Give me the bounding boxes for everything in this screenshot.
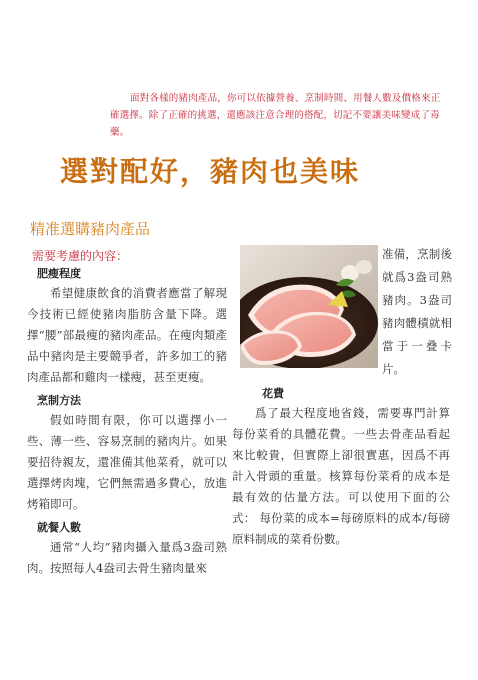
diners-body: 通常“人均”豬肉攝入量爲3盎司熟肉。按照每人4盎司去骨生豬肉量來 (27, 540, 227, 575)
left-column (27, 248, 227, 579)
cost-body: 爲了最大程度地省錢，需要專門計算每份菜肴的具體花費。一些去骨產品看起來比較貴，但實際上卻很實惠，因爲不再計入骨頭的重量。核算每份菜肴的成本是最有效的估量方法。可以使用下面的公式： 每份菜的成本=每磅原料的成本/每磅原料制成的菜肴份數。 (232, 406, 450, 546)
intro-text: 面對各樣的豬肉產品，你可以依據營養、烹制時間、用餐人數及價格來正確選擇。除了正確的挑選，還應該注意合理的搭配，切記不要讓美味變成了毒藥。 (110, 93, 441, 138)
right-column (232, 385, 450, 550)
diners-heading: 就餐人數 (37, 521, 81, 534)
considerations-heading: 需要考慮的內容： (32, 249, 129, 263)
section-title: 精准選購豬肉產品 (30, 220, 151, 238)
lean-fat-heading: 肥瘦程度 (37, 267, 81, 280)
cooking-body: 假如時間有限，你可以選擇小一些、薄一些、容易烹制的豬肉片。如果要招待親友，還准備其他菜肴，就可以選擇烤肉塊，它們無需過多費心，放進烤箱即可。 (27, 413, 227, 511)
cooking-heading: 烹制方法 (37, 394, 81, 407)
page-title: 選對配好，豬肉也美味 (60, 155, 361, 188)
lean-fat-body: 希望健康飲食的消費者應當了解現今技術已經使豬肉脂肪含量下降。選擇“腰”部最瘦的豬肉產品。在瘦肉類產品中豬肉是主要競爭者，許多加工的豬肉產品都和雞肉一樣瘦，甚至更瘦。 (27, 286, 227, 384)
cost-heading: 花費 (262, 387, 284, 400)
raw-pork-chops-photo (240, 245, 378, 368)
diners-continued: 准備，烹制後就爲3盎司熟豬肉。3盎司豬肉體積就相當于一叠卡片。 (382, 247, 452, 376)
